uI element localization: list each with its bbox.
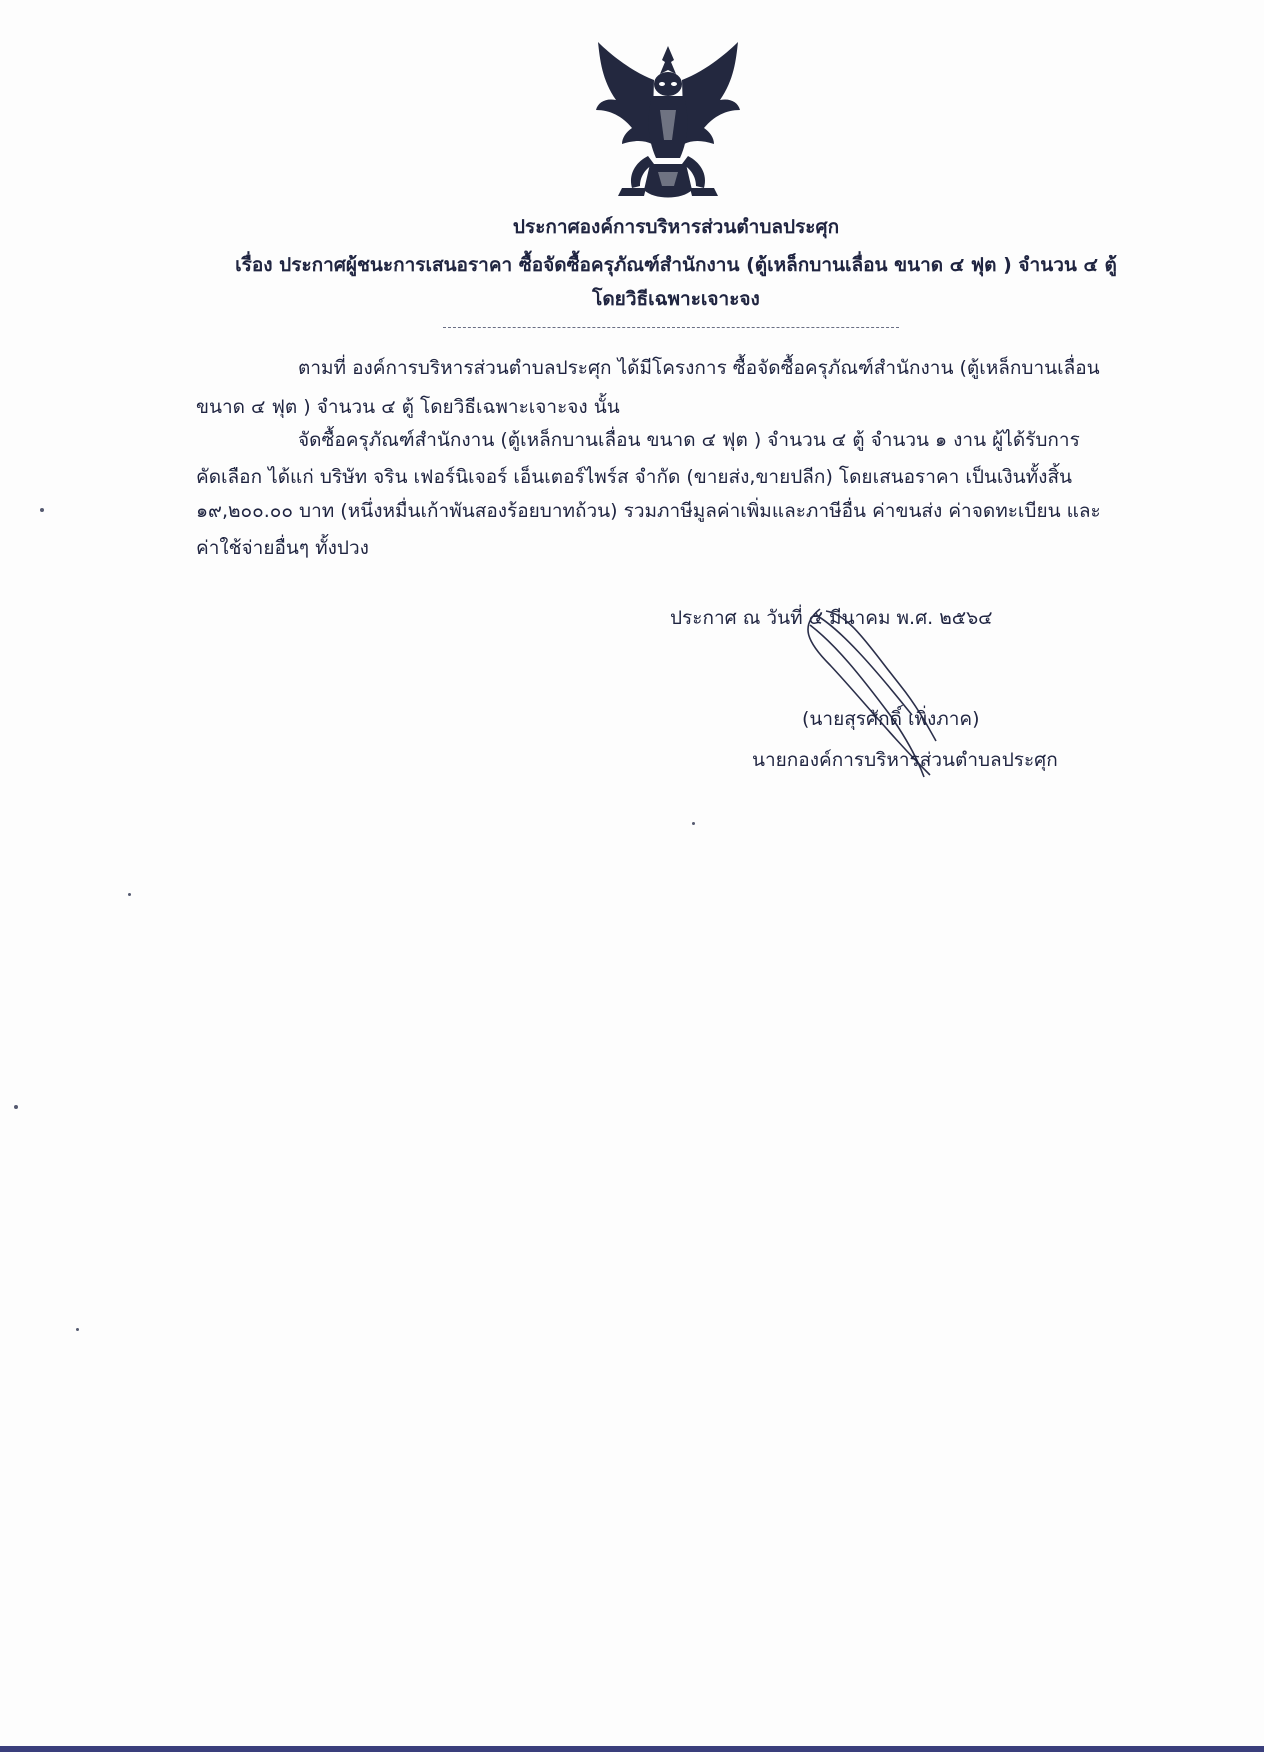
announcement-title: ประกาศองค์การบริหารส่วนตำบลประศุก [512,216,840,238]
procurement-method: โดยวิธีเฉพาะเจาะจง [592,288,760,310]
body-line-6: ค่าใช้จ่ายอื่นๆ ทั้งปวง [196,537,369,559]
header-divider [443,327,899,328]
signer-position: นายกองค์การบริหารส่วนตำบลประศุก [752,749,1058,771]
announcement-subject: เรื่อง ประกาศผู้ชนะการเสนอราคา ซื้อจัดซื้อครุภัณฑ์สำนักงาน (ตู้เหล็กบานเลื่อน ขนาด ๔ ฟุต ) จำนวน ๔ ตู้ [235,254,1117,276]
scan-bottom-edge [0,1746,1264,1752]
body-line-1: ตามที่ องค์การบริหารส่วนตำบลประศุก ได้มีโครงการ ซื้อจัดซื้อครุภัณฑ์สำนักงาน (ตู้เหล็กบานเลื่อน [298,357,1100,379]
signer-name: (นายสุรศักดิ์ เพิ่งภาค) [802,708,980,730]
body-line-2: ขนาด ๔ ฟุต ) จำนวน ๔ ตู้ โดยวิธีเฉพาะเจาะจง นั้น [196,396,620,418]
scan-speck [40,508,44,512]
scan-speck [692,822,695,825]
body-line-4: คัดเลือก ได้แก่ บริษัท จริน เฟอร์นิเจอร์ เอ็นเตอร์ไพร์ส จำกัด (ขายส่ง,ขายปลีก) โดยเสนอราคา เป็นเงินทั้งสิ้น [196,466,1073,488]
scan-speck [76,1328,79,1331]
scan-speck [128,893,131,896]
scan-speck [14,1105,18,1109]
body-line-5: ๑๙,๒๐๐.๐๐ บาท (หนึ่งหมื่นเก้าพันสองร้อยบาทถ้วน) รวมภาษีมูลค่าเพิ่มและภาษีอื่น ค่าขนส่ง ค่าจดทะเบียน และ [196,500,1101,522]
body-line-3: จัดซื้อครุภัณฑ์สำนักงาน (ตู้เหล็กบานเลื่อน ขนาด ๔ ฟุต ) จำนวน ๔ ตู้ จำนวน ๑ งาน ผู้ได้รับการ [298,429,1080,451]
announcement-date: ประกาศ ณ วันที่ ๕ มีนาคม พ.ศ. ๒๕๖๔ [670,607,993,629]
garuda-emblem-icon [588,40,748,205]
